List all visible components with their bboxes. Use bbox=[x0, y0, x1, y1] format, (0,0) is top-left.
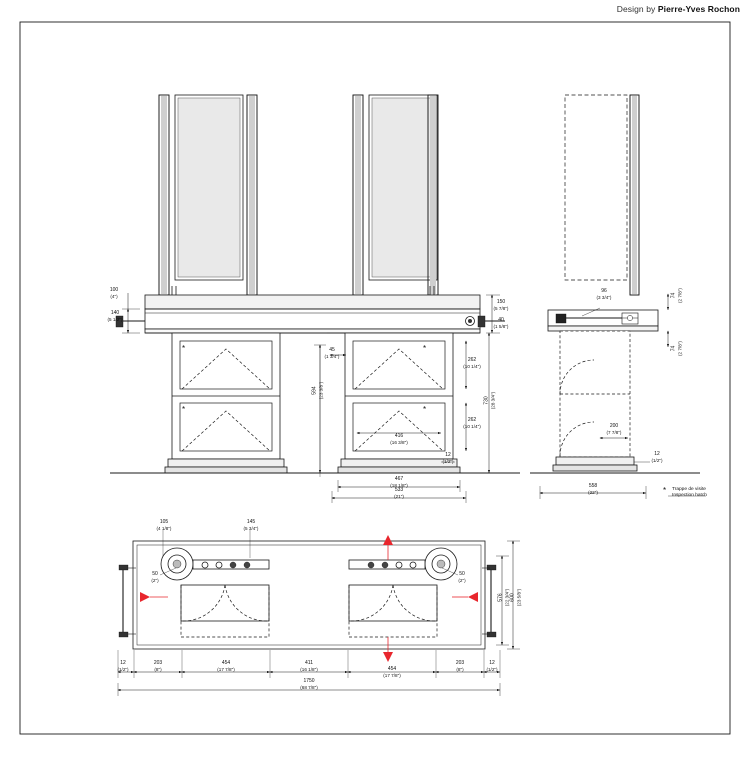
dim-467-mm: 467 bbox=[394, 476, 404, 482]
dim-plan-12-left-inch: (1/2") bbox=[117, 666, 129, 672]
dim-plan-203-right-mm: 203 bbox=[455, 660, 465, 666]
dim-plan-50-right-inch: (2") bbox=[458, 577, 466, 583]
dim-plan-105-mm: 105 bbox=[159, 519, 169, 525]
dim-plan-411-inch: (16 1/8") bbox=[300, 666, 318, 672]
dim-100 bbox=[96, 288, 132, 299]
dim-side-96 bbox=[586, 289, 622, 300]
dim-plan-203-left bbox=[139, 661, 177, 672]
dim-plan-203-right bbox=[441, 661, 479, 672]
dim-plan-50-right-mm: 50 bbox=[459, 571, 465, 577]
dim-533 bbox=[379, 488, 419, 499]
dim-40 bbox=[486, 318, 516, 329]
designer-credit-name: Pierre-Yves Rochon bbox=[657, 4, 740, 14]
dim-150 bbox=[486, 300, 516, 311]
dim-45-mm: 45 bbox=[329, 347, 335, 353]
dim-140 bbox=[98, 311, 132, 322]
dim-plan-454-left-mm: 454 bbox=[221, 660, 231, 666]
dim-side-74-upper bbox=[671, 279, 682, 313]
dim-plan-1750-mm: 1750 bbox=[303, 678, 315, 684]
dim-plan-454-left-inch: (17 7/8") bbox=[217, 666, 235, 672]
dim-plan-50-left bbox=[141, 572, 169, 583]
designer-credit-prefix: Design by bbox=[616, 4, 658, 14]
dim-730 bbox=[484, 381, 495, 421]
dim-45 bbox=[316, 348, 348, 359]
dim-plan-1750 bbox=[289, 679, 329, 690]
dim-262-lower-mm: 262 bbox=[467, 417, 477, 423]
dim-side-12-mm: 12 bbox=[654, 451, 660, 457]
dim-side-74-lower bbox=[671, 332, 682, 366]
dim-100-inch: (4") bbox=[110, 293, 118, 299]
dim-side-96-inch: (3 3/4") bbox=[596, 294, 612, 300]
dim-40-inch: (1 5/8") bbox=[493, 323, 509, 329]
dim-side-200 bbox=[594, 424, 634, 435]
dim-12-front-mm: 12 bbox=[445, 452, 451, 458]
dim-plan-454-right bbox=[372, 667, 412, 678]
dim-plan-145-mm: 145 bbox=[246, 519, 256, 525]
legend-asterisk: * bbox=[663, 486, 667, 495]
dim-plan-12-right-inch: (1/2") bbox=[486, 666, 498, 672]
dim-533-mm: 533 bbox=[394, 487, 404, 493]
dim-side-558 bbox=[573, 484, 613, 495]
dim-plan-576 bbox=[498, 578, 509, 618]
dim-416 bbox=[379, 434, 419, 445]
dim-416-mm: 416 bbox=[394, 433, 404, 439]
dim-594 bbox=[312, 371, 323, 411]
dim-plan-454-left bbox=[206, 661, 246, 672]
dim-plan-576-inch: (22 3/4") bbox=[504, 588, 510, 607]
dim-262-upper bbox=[452, 358, 492, 369]
dim-12-front-inch: (1/2") bbox=[442, 458, 454, 464]
dim-plan-12-left-mm: 12 bbox=[120, 660, 126, 666]
dim-plan-105 bbox=[145, 520, 183, 531]
dim-594-mm: 594 bbox=[311, 386, 318, 395]
dim-side-558-inch: (22") bbox=[588, 489, 598, 495]
dim-416-inch: (16 3/8") bbox=[390, 439, 408, 445]
dim-side-74-lower-mm: 74 bbox=[670, 345, 677, 352]
dim-533-inch: (21") bbox=[394, 493, 404, 499]
dim-594-inch: (23 3/8") bbox=[318, 381, 324, 400]
dim-side-12 bbox=[640, 452, 674, 463]
legend-note bbox=[672, 487, 707, 499]
dim-140-mm: 140 bbox=[110, 310, 120, 316]
dim-side-558-mm: 558 bbox=[588, 483, 598, 489]
dim-45-inch: (1 3/4") bbox=[324, 353, 340, 359]
dim-plan-454-right-mm: 454 bbox=[387, 666, 397, 672]
dim-100-mm: 100 bbox=[109, 287, 119, 293]
inspection-hatch-marker-right-upper: * bbox=[423, 344, 427, 353]
dim-plan-50-left-mm: 50 bbox=[152, 571, 158, 577]
dim-plan-600-inch: (23 5/8") bbox=[516, 588, 522, 607]
dim-730-inch: (28 3/4") bbox=[490, 391, 496, 410]
dim-262-upper-inch: (10 1/4") bbox=[463, 363, 481, 369]
dim-plan-12-right bbox=[475, 661, 509, 672]
dim-plan-576-mm: 576 bbox=[497, 593, 504, 602]
dim-plan-50-left-inch: (2") bbox=[151, 577, 159, 583]
inspection-hatch-marker-left-lower: * bbox=[182, 405, 186, 414]
dim-plan-105-inch: (4 1/8") bbox=[156, 525, 172, 531]
dim-730-mm: 730 bbox=[483, 396, 490, 405]
dim-plan-600-mm: 600 bbox=[509, 593, 516, 602]
dim-side-96-mm: 96 bbox=[601, 288, 607, 294]
dim-262-lower-inch: (10 1/4") bbox=[463, 423, 481, 429]
dim-plan-1750-inch: (68 7/8") bbox=[300, 684, 318, 690]
dim-side-74-upper-inch: (2 7/8") bbox=[677, 288, 683, 303]
dim-side-200-inch: (7 7/8") bbox=[606, 429, 622, 435]
dim-140-inch: (5 1/2") bbox=[107, 316, 123, 322]
dim-262-upper-mm: 262 bbox=[467, 357, 477, 363]
legend-note-fr: Trappe de visite bbox=[672, 487, 706, 492]
dim-467-inch: (18 1/8") bbox=[390, 482, 408, 488]
dim-40-mm: 40 bbox=[498, 317, 504, 323]
dim-150-inch: (5 7/8") bbox=[493, 305, 509, 311]
dim-plan-203-left-inch: (8") bbox=[154, 666, 162, 672]
dim-plan-12-left bbox=[106, 661, 140, 672]
dim-plan-203-left-mm: 203 bbox=[153, 660, 163, 666]
legend-note-en: Inspection hatch bbox=[672, 492, 707, 498]
dim-12-front bbox=[428, 453, 468, 464]
dim-plan-12-right-mm: 12 bbox=[489, 660, 495, 666]
dim-side-12-inch: (1/2") bbox=[651, 457, 663, 463]
dim-plan-203-right-inch: (8") bbox=[456, 666, 464, 672]
dim-plan-145-inch: (5 3/4") bbox=[243, 525, 259, 531]
inspection-hatch-marker-left-upper: * bbox=[182, 344, 186, 353]
dim-side-74-upper-mm: 74 bbox=[670, 292, 677, 299]
dim-plan-411 bbox=[289, 661, 329, 672]
dim-plan-50-right bbox=[448, 572, 476, 583]
dim-plan-411-mm: 411 bbox=[305, 660, 313, 666]
dim-plan-145 bbox=[232, 520, 270, 531]
inspection-hatch-marker-right-lower: * bbox=[423, 405, 427, 414]
dim-plan-454-right-inch: (17 7/8") bbox=[383, 672, 401, 678]
dim-plan-600 bbox=[510, 578, 521, 618]
dim-150-mm: 150 bbox=[496, 299, 506, 305]
dim-side-74-lower-inch: (2 7/8") bbox=[677, 341, 683, 356]
dim-side-200-mm: 200 bbox=[609, 423, 619, 429]
